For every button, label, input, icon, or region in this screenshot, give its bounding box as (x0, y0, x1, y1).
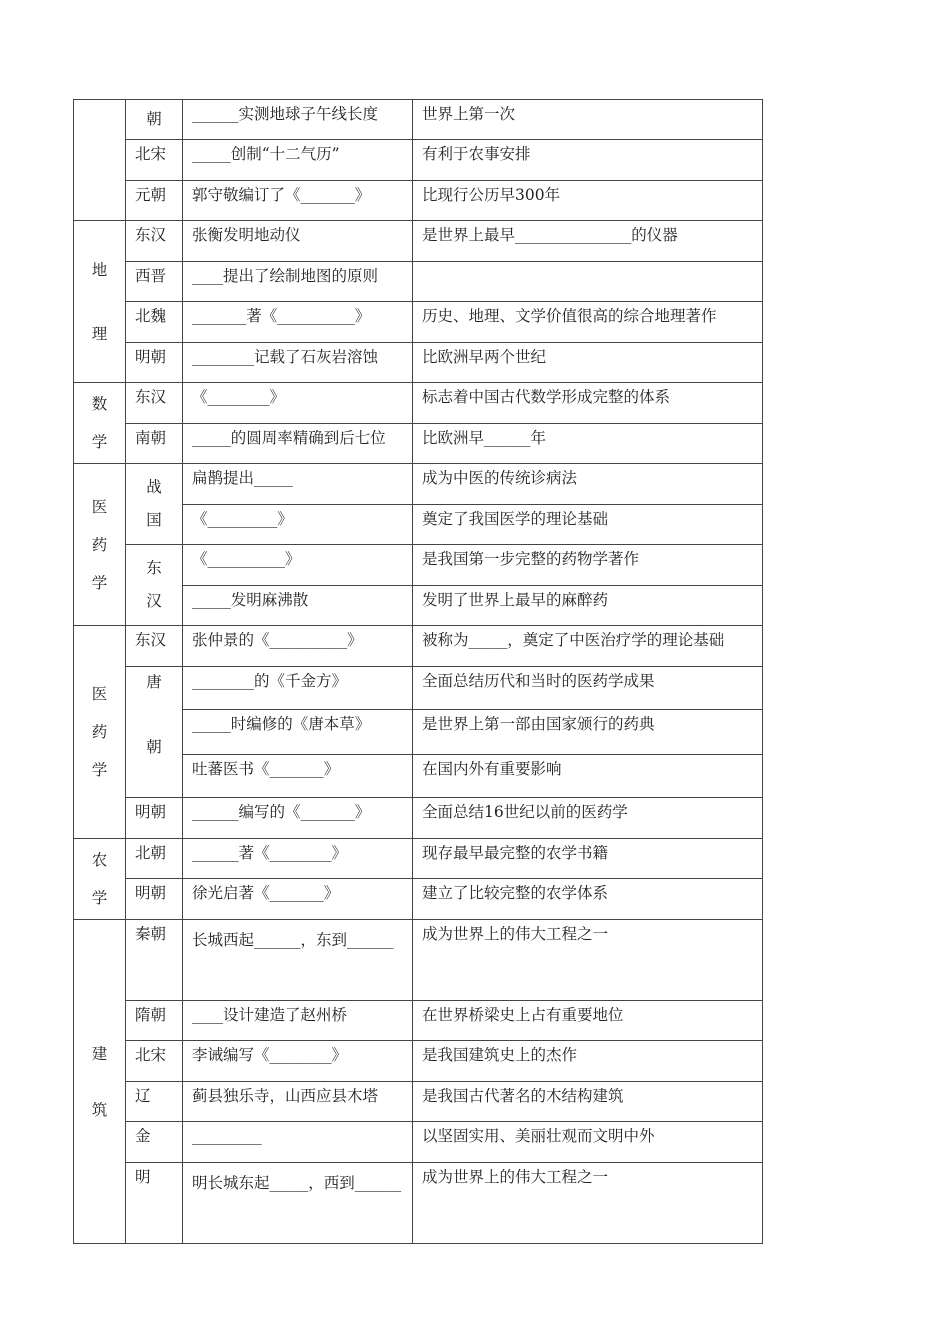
item-cell: ________记载了石灰岩溶蚀 (183, 343, 413, 383)
dynasty-cell: 金 (126, 1122, 183, 1163)
history-achievements-table (73, 99, 763, 1244)
category-cell-medicine-2: 医 药 学 (74, 626, 126, 839)
table-row (74, 302, 763, 343)
item-cell: ______实测地球子午线长度 (183, 100, 413, 140)
item-cell: 明长城东起_____，西到______ (183, 1163, 413, 1244)
table-row (74, 545, 763, 586)
note-cell: 历史、地理、文学价值很高的综合地理著作 (413, 302, 763, 343)
table-row (74, 383, 763, 424)
dynasty-cell: 隋朝 (126, 1001, 183, 1041)
dynasty-cell: 元朝 (126, 181, 183, 221)
dynasty-cell: 朝 (126, 100, 183, 140)
category-cell-medicine: 医 药 学 (74, 464, 126, 626)
item-cell: _________ (183, 1122, 413, 1163)
table-row (74, 221, 763, 262)
category-cell-agriculture: 农 学 (74, 839, 126, 920)
item-cell: _____创制“十二气历” (183, 140, 413, 181)
dynasty-cell: 东 汉 (126, 545, 183, 626)
item-cell: 张衡发明地动仪 (183, 221, 413, 262)
dynasty-cell: 唐 朝 (126, 667, 183, 798)
table-row (74, 1041, 763, 1082)
note-cell: 是我国第一步完整的药物学著作 (413, 545, 763, 586)
table-row (74, 879, 763, 920)
note-cell: 成为世界上的伟大工程之一 (413, 1163, 763, 1244)
table-row (74, 1163, 763, 1244)
note-cell (413, 262, 763, 302)
category-cell-geography: 地 理 (74, 221, 126, 383)
dynasty-cell: 北朝 (126, 839, 183, 879)
table-row (74, 798, 763, 839)
table-row (74, 464, 763, 505)
dynasty-cell: 东汉 (126, 221, 183, 262)
dynasty-cell: 辽 (126, 1082, 183, 1122)
note-cell: 以坚固实用、美丽壮观而文明中外 (413, 1122, 763, 1163)
item-cell: 吐蕃医书《_______》 (183, 754, 413, 797)
note-cell: 比欧洲早______年 (413, 424, 763, 464)
item-cell: 蓟县独乐寺，山西应县木塔 (183, 1082, 413, 1122)
dynasty-cell: 明朝 (126, 343, 183, 383)
item-cell: 《_________》 (183, 505, 413, 545)
item-cell: 《__________》 (183, 545, 413, 586)
item-cell: _____的圆周率精确到后七位 (183, 424, 413, 464)
table-row (74, 343, 763, 383)
category-cell-math: 数 学 (74, 383, 126, 464)
table-row (74, 140, 763, 181)
note-cell: 是我国建筑史上的杰作 (413, 1041, 763, 1082)
dynasty-cell: 北魏 (126, 302, 183, 343)
table-row (74, 839, 763, 879)
dynasty-cell: 明 (126, 1163, 183, 1244)
note-cell: 是世界上第一部由国家颁行的药典 (413, 710, 763, 754)
note-cell: 奠定了我国医学的理论基础 (413, 505, 763, 545)
item-cell: ______著《________》 (183, 839, 413, 879)
note-cell: 现存最早最完整的农学书籍 (413, 839, 763, 879)
table-row (74, 262, 763, 302)
table-row (74, 626, 763, 667)
item-cell: ________的《千金方》 (183, 667, 413, 710)
note-cell: 在国内外有重要影响 (413, 754, 763, 797)
table-row (74, 1082, 763, 1122)
note-cell: 是我国古代著名的木结构建筑 (413, 1082, 763, 1122)
item-cell: ____提出了绘制地图的原则 (183, 262, 413, 302)
table-row (74, 181, 763, 221)
note-cell: 发明了世界上最早的麻醉药 (413, 586, 763, 626)
note-cell: 标志着中国古代数学形成完整的体系 (413, 383, 763, 424)
item-cell: 长城西起______，东到______ (183, 920, 413, 1001)
item-cell: 李诫编写《________》 (183, 1041, 413, 1082)
item-cell: _____发明麻沸散 (183, 586, 413, 626)
dynasty-cell: 西晋 (126, 262, 183, 302)
note-cell: 被称为_____，奠定了中医治疗学的理论基础 (413, 626, 763, 667)
dynasty-cell: 东汉 (126, 383, 183, 424)
item-cell: 张仲景的《__________》 (183, 626, 413, 667)
note-cell: 世界上第一次 (413, 100, 763, 140)
dynasty-cell: 战 国 (126, 464, 183, 545)
item-cell: ______编写的《_______》 (183, 798, 413, 839)
item-cell: 徐光启著《_______》 (183, 879, 413, 920)
note-cell: 是世界上最早_______________的仪器 (413, 221, 763, 262)
dynasty-cell: 东汉 (126, 626, 183, 667)
dynasty-cell: 北宋 (126, 1041, 183, 1082)
item-cell: 《________》 (183, 383, 413, 424)
table-row (74, 100, 763, 140)
note-cell: 比欧洲早两个世纪 (413, 343, 763, 383)
dynasty-cell: 北宋 (126, 140, 183, 181)
item-cell: 扁鹊提出_____ (183, 464, 413, 505)
note-cell: 比现行公历早300年 (413, 181, 763, 221)
note-cell: 成为中医的传统诊病法 (413, 464, 763, 505)
table-row (74, 1001, 763, 1041)
note-cell: 全面总结历代和当时的医药学成果 (413, 667, 763, 710)
note-cell: 建立了比较完整的农学体系 (413, 879, 763, 920)
table-row (74, 1122, 763, 1163)
table-row (74, 920, 763, 1001)
note-cell: 有利于农事安排 (413, 140, 763, 181)
note-cell: 在世界桥梁史上占有重要地位 (413, 1001, 763, 1041)
item-cell: 郭守敬编订了《_______》 (183, 181, 413, 221)
dynasty-cell: 南朝 (126, 424, 183, 464)
note-cell: 全面总结16世纪以前的医药学 (413, 798, 763, 839)
category-cell-architecture: 建 筑 (74, 920, 126, 1244)
item-cell: _______著《__________》 (183, 302, 413, 343)
item-cell: ____设计建造了赵州桥 (183, 1001, 413, 1041)
item-cell: _____时编修的《唐本草》 (183, 710, 413, 754)
dynasty-cell: 明朝 (126, 879, 183, 920)
table-row (74, 667, 763, 710)
table-row (74, 424, 763, 464)
category-cell-astronomy (74, 100, 126, 221)
dynasty-cell: 明朝 (126, 798, 183, 839)
note-cell: 成为世界上的伟大工程之一 (413, 920, 763, 1001)
dynasty-cell: 秦朝 (126, 920, 183, 1001)
